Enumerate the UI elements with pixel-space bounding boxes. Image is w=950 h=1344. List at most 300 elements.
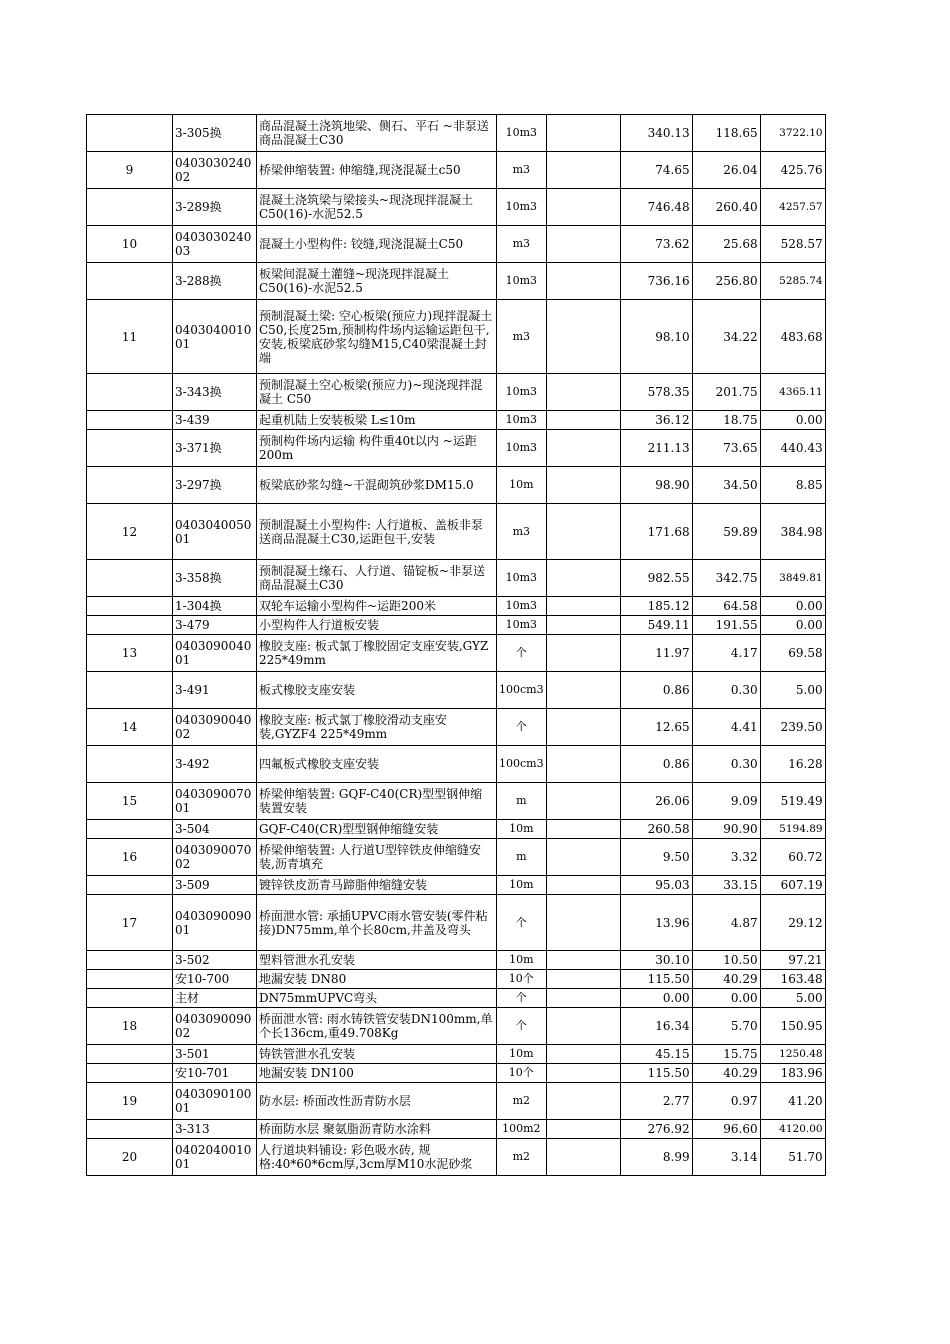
labor-cost bbox=[692, 1083, 760, 1120]
unit-price bbox=[620, 616, 692, 635]
unit-price bbox=[620, 635, 692, 672]
total-amount-text: 163.48 bbox=[780, 972, 823, 986]
quantity-cell bbox=[546, 504, 620, 560]
row-number bbox=[87, 635, 173, 672]
quantity-cell bbox=[546, 560, 620, 597]
total-amount bbox=[760, 504, 825, 560]
quantity-cell bbox=[546, 635, 620, 672]
table-row bbox=[87, 746, 826, 783]
unit bbox=[497, 1045, 547, 1064]
unit-text: 100cm3 bbox=[499, 757, 544, 770]
unit-price bbox=[620, 876, 692, 895]
total-amount-text: 4365.11 bbox=[779, 386, 823, 398]
total-amount bbox=[760, 989, 825, 1008]
row-number bbox=[87, 152, 173, 189]
table-row bbox=[87, 616, 826, 635]
item-description-text: 板梁底砂浆勾缝~干混砌筑砂浆DM15.0 bbox=[259, 478, 474, 492]
item-code bbox=[173, 263, 257, 300]
unit-text: 10m3 bbox=[505, 200, 538, 213]
unit-text: 10m bbox=[509, 1047, 534, 1060]
item-code bbox=[173, 970, 257, 989]
total-amount bbox=[760, 895, 825, 951]
item-description bbox=[257, 504, 497, 560]
total-amount bbox=[760, 597, 825, 616]
quantity-cell bbox=[546, 467, 620, 504]
item-code-text: 040309009002 bbox=[175, 1012, 252, 1040]
labor-cost-text: 0.97 bbox=[730, 1094, 758, 1108]
unit bbox=[497, 746, 547, 783]
total-amount-text: 69.58 bbox=[788, 646, 823, 660]
total-amount bbox=[760, 411, 825, 430]
item-description bbox=[257, 616, 497, 635]
table-row bbox=[87, 1008, 826, 1045]
unit-price bbox=[620, 989, 692, 1008]
unit bbox=[497, 152, 547, 189]
row-number bbox=[87, 616, 173, 635]
total-amount-text: 5285.74 bbox=[779, 275, 823, 287]
unit-text: 10m bbox=[509, 953, 534, 966]
total-amount-text: 60.72 bbox=[788, 850, 823, 864]
labor-cost-text: 5.70 bbox=[730, 1019, 758, 1033]
unit-text: 10m3 bbox=[505, 441, 538, 454]
unit bbox=[497, 672, 547, 709]
unit bbox=[497, 467, 547, 504]
unit bbox=[497, 430, 547, 467]
unit bbox=[497, 970, 547, 989]
quantity-cell bbox=[546, 1120, 620, 1139]
unit-text: 10m3 bbox=[505, 571, 538, 584]
unit-price-text: 115.50 bbox=[647, 972, 690, 986]
total-amount-text: 528.57 bbox=[780, 237, 823, 251]
item-description bbox=[257, 951, 497, 970]
row-number-text: 14 bbox=[121, 720, 138, 734]
item-code bbox=[173, 876, 257, 895]
quantity-cell bbox=[546, 300, 620, 374]
item-code-text: 3-371换 bbox=[175, 441, 222, 455]
item-description-text: 板梁间混凝土灌缝~现浇现拌混凝土C50(16)-水泥52.5 bbox=[259, 267, 450, 295]
item-code bbox=[173, 616, 257, 635]
unit-price bbox=[620, 300, 692, 374]
labor-cost-text: 4.41 bbox=[730, 720, 758, 734]
item-description bbox=[257, 746, 497, 783]
item-code-text: 安10-700 bbox=[175, 972, 230, 986]
labor-cost bbox=[692, 839, 760, 876]
item-code-text: 3-297换 bbox=[175, 478, 222, 492]
unit-text: m3 bbox=[512, 163, 531, 176]
total-amount bbox=[760, 115, 825, 152]
row-number bbox=[87, 1008, 173, 1045]
item-description bbox=[257, 430, 497, 467]
total-amount-text: 0.00 bbox=[795, 413, 823, 427]
item-description-text: 四氟板式橡胶支座安装 bbox=[259, 757, 380, 771]
unit bbox=[497, 709, 547, 746]
item-description-text: 橡胶支座: 板式氯丁橡胶滑动支座安装,GYZF4 225*49mm bbox=[259, 713, 447, 741]
row-number bbox=[87, 672, 173, 709]
row-number bbox=[87, 746, 173, 783]
unit-price-text: 982.55 bbox=[647, 571, 690, 585]
labor-cost-text: 34.50 bbox=[723, 478, 758, 492]
table-row bbox=[87, 1120, 826, 1139]
labor-cost bbox=[692, 970, 760, 989]
table-row bbox=[87, 989, 826, 1008]
unit-price-text: 2.77 bbox=[662, 1094, 690, 1108]
labor-cost bbox=[692, 189, 760, 226]
item-code-text: 3-343换 bbox=[175, 385, 222, 399]
item-description bbox=[257, 635, 497, 672]
row-number bbox=[87, 970, 173, 989]
unit-text: m3 bbox=[512, 329, 531, 343]
item-description bbox=[257, 839, 497, 876]
item-code-text: 安10-701 bbox=[175, 1066, 230, 1080]
unit-price bbox=[620, 1045, 692, 1064]
table-row bbox=[87, 597, 826, 616]
total-amount-text: 3722.10 bbox=[779, 127, 823, 139]
row-number bbox=[87, 263, 173, 300]
labor-cost bbox=[692, 226, 760, 263]
total-amount-text: 519.49 bbox=[780, 794, 823, 808]
labor-cost-text: 96.60 bbox=[723, 1122, 758, 1136]
unit bbox=[497, 1139, 547, 1176]
total-amount bbox=[760, 1045, 825, 1064]
item-code bbox=[173, 820, 257, 839]
unit-price bbox=[620, 895, 692, 951]
total-amount bbox=[760, 970, 825, 989]
total-amount bbox=[760, 374, 825, 411]
item-description bbox=[257, 672, 497, 709]
item-description-text: 橡胶支座: 板式氯丁橡胶固定支座安装,GYZ 225*49mm bbox=[259, 639, 489, 667]
quantity-cell bbox=[546, 672, 620, 709]
unit-price bbox=[620, 189, 692, 226]
labor-cost-text: 40.29 bbox=[723, 1066, 758, 1080]
table-row bbox=[87, 876, 826, 895]
labor-cost-text: 0.00 bbox=[730, 991, 758, 1005]
row-number bbox=[87, 560, 173, 597]
total-amount bbox=[760, 300, 825, 374]
unit-price bbox=[620, 1083, 692, 1120]
labor-cost-text: 40.29 bbox=[723, 972, 758, 986]
unit bbox=[497, 597, 547, 616]
item-description-text: 预制混凝土梁: 空心板梁(预应力)现拌混凝土C50,长度25m,预制构件场内运输运距包干,安装,板梁底砂浆勾缝M15,C40梁混凝土封端 bbox=[259, 308, 493, 365]
unit-price-text: 171.68 bbox=[647, 524, 690, 539]
unit-text: 10个 bbox=[508, 972, 534, 985]
item-code-text: 3-504 bbox=[175, 822, 210, 836]
unit bbox=[497, 895, 547, 951]
item-description-text: 铸铁管泄水孔安装 bbox=[259, 1047, 356, 1061]
item-description-text: 桥面泄水管: 雨水铸铁管安装DN100mm,单个长136cm,重49.708Kg bbox=[259, 1012, 493, 1040]
labor-cost bbox=[692, 560, 760, 597]
unit-text: m bbox=[516, 850, 527, 863]
quantity-cell bbox=[546, 152, 620, 189]
row-number bbox=[87, 820, 173, 839]
item-description bbox=[257, 989, 497, 1008]
item-code-text: 3-313 bbox=[175, 1122, 210, 1136]
item-code-text: 040204001001 bbox=[175, 1143, 252, 1171]
item-description-text: 预制混凝土空心板梁(预应力)~现浇现拌混凝土 C50 bbox=[259, 378, 483, 406]
unit-price-text: 0.86 bbox=[662, 757, 690, 771]
row-number bbox=[87, 989, 173, 1008]
labor-cost bbox=[692, 820, 760, 839]
total-amount-text: 29.12 bbox=[788, 915, 823, 930]
unit-text: m bbox=[516, 794, 527, 807]
row-number-text: 16 bbox=[121, 850, 138, 864]
item-code-text: 1-304换 bbox=[175, 599, 222, 613]
unit-text: m2 bbox=[512, 1150, 531, 1163]
labor-cost bbox=[692, 300, 760, 374]
table-row bbox=[87, 560, 826, 597]
total-amount-text: 483.68 bbox=[780, 329, 823, 344]
item-code bbox=[173, 635, 257, 672]
item-description bbox=[257, 1008, 497, 1045]
unit-price-text: 98.10 bbox=[655, 329, 690, 344]
quantity-cell bbox=[546, 189, 620, 226]
row-number bbox=[87, 783, 173, 820]
total-amount-text: 425.76 bbox=[780, 163, 823, 177]
item-code-text: 3-289换 bbox=[175, 200, 222, 214]
total-amount bbox=[760, 746, 825, 783]
unit-text: 个 bbox=[515, 646, 527, 659]
table-row bbox=[87, 411, 826, 430]
unit-price bbox=[620, 430, 692, 467]
quantity-cell bbox=[546, 616, 620, 635]
quantity-cell bbox=[546, 1139, 620, 1176]
unit-price-text: 9.50 bbox=[662, 850, 690, 864]
row-number bbox=[87, 411, 173, 430]
row-number bbox=[87, 189, 173, 226]
item-description bbox=[257, 300, 497, 374]
table-row bbox=[87, 152, 826, 189]
total-amount bbox=[760, 951, 825, 970]
labor-cost-text: 9.09 bbox=[730, 794, 758, 808]
item-description bbox=[257, 467, 497, 504]
item-description-text: 桥面泄水管: 承插UPVC雨水管安装(零件粘接)DN75mm,单个长80cm,井盖及弯头 bbox=[259, 908, 488, 937]
row-number bbox=[87, 895, 173, 951]
unit-price-text: 211.13 bbox=[647, 441, 690, 455]
total-amount bbox=[760, 616, 825, 635]
quantity-cell bbox=[546, 951, 620, 970]
unit-text: 个 bbox=[515, 1019, 527, 1032]
total-amount-text: 150.95 bbox=[780, 1019, 823, 1033]
total-amount bbox=[760, 672, 825, 709]
quantity-cell bbox=[546, 430, 620, 467]
item-code bbox=[173, 597, 257, 616]
total-amount-text: 5194.89 bbox=[779, 823, 823, 835]
item-description bbox=[257, 115, 497, 152]
unit-text: 10m3 bbox=[505, 126, 538, 139]
item-description bbox=[257, 1120, 497, 1139]
labor-cost bbox=[692, 635, 760, 672]
labor-cost bbox=[692, 1120, 760, 1139]
labor-cost bbox=[692, 374, 760, 411]
labor-cost bbox=[692, 672, 760, 709]
row-number bbox=[87, 430, 173, 467]
item-code-text: 3-491 bbox=[175, 683, 210, 697]
unit-price-text: 74.65 bbox=[655, 163, 690, 177]
row-number bbox=[87, 226, 173, 263]
row-number bbox=[87, 876, 173, 895]
total-amount bbox=[760, 839, 825, 876]
labor-cost bbox=[692, 504, 760, 560]
labor-cost bbox=[692, 115, 760, 152]
labor-cost-text: 10.50 bbox=[723, 953, 758, 967]
row-number-text: 12 bbox=[121, 524, 138, 539]
unit bbox=[497, 115, 547, 152]
item-code bbox=[173, 746, 257, 783]
table-row bbox=[87, 467, 826, 504]
total-amount bbox=[760, 1083, 825, 1120]
unit-text: 10m bbox=[509, 878, 534, 891]
unit bbox=[497, 374, 547, 411]
item-code bbox=[173, 189, 257, 226]
row-number bbox=[87, 1045, 173, 1064]
item-description-text: GQF-C40(CR)型型钢伸缩缝安装 bbox=[259, 822, 439, 836]
labor-cost bbox=[692, 876, 760, 895]
item-description-text: 塑料管泄水孔安装 bbox=[259, 953, 356, 967]
unit-text: 10m bbox=[509, 478, 534, 491]
item-description-text: 小型构件人行道板安装 bbox=[259, 618, 380, 632]
table-row bbox=[87, 263, 826, 300]
item-code bbox=[173, 560, 257, 597]
labor-cost bbox=[692, 411, 760, 430]
table-row bbox=[87, 951, 826, 970]
labor-cost bbox=[692, 783, 760, 820]
item-code-text: 040309004001 bbox=[175, 639, 252, 667]
total-amount bbox=[760, 189, 825, 226]
item-code bbox=[173, 467, 257, 504]
unit bbox=[497, 876, 547, 895]
item-code bbox=[173, 430, 257, 467]
total-amount-text: 4120.00 bbox=[779, 1123, 823, 1135]
item-description bbox=[257, 876, 497, 895]
item-description bbox=[257, 1139, 497, 1176]
item-code-text: 040304001001 bbox=[175, 322, 252, 351]
total-amount-text: 3849.81 bbox=[779, 572, 823, 584]
labor-cost-text: 0.30 bbox=[730, 683, 758, 697]
quantity-cell bbox=[546, 970, 620, 989]
labor-cost-text: 34.22 bbox=[723, 329, 758, 344]
row-number-text: 20 bbox=[121, 1150, 138, 1164]
quantity-cell bbox=[546, 115, 620, 152]
item-code bbox=[173, 783, 257, 820]
unit-text: 10m3 bbox=[505, 274, 538, 287]
unit-price-text: 0.00 bbox=[662, 991, 690, 1005]
item-description-text: 双轮车运输小型构件~运距200米 bbox=[259, 599, 436, 613]
item-description-text: 地漏安装 DN100 bbox=[259, 1066, 354, 1080]
unit bbox=[497, 783, 547, 820]
unit bbox=[497, 989, 547, 1008]
item-code-text: 3-288换 bbox=[175, 274, 222, 288]
labor-cost bbox=[692, 989, 760, 1008]
table-row bbox=[87, 1045, 826, 1064]
unit-price bbox=[620, 1139, 692, 1176]
table-row bbox=[87, 1083, 826, 1120]
unit-price-text: 0.86 bbox=[662, 683, 690, 697]
item-code bbox=[173, 709, 257, 746]
table-row bbox=[87, 300, 826, 374]
row-number-text: 11 bbox=[121, 329, 138, 344]
unit-text: 10m3 bbox=[505, 413, 538, 426]
unit-price-text: 30.10 bbox=[655, 953, 690, 967]
table-row bbox=[87, 1139, 826, 1176]
unit bbox=[497, 226, 547, 263]
unit-price bbox=[620, 783, 692, 820]
item-description-text: 混凝土小型构件: 铰缝,现浇混凝土C50 bbox=[259, 237, 464, 251]
row-number bbox=[87, 1139, 173, 1176]
quantity-cell bbox=[546, 411, 620, 430]
unit-text: 10m3 bbox=[505, 385, 538, 398]
unit-price bbox=[620, 560, 692, 597]
item-code bbox=[173, 115, 257, 152]
item-code bbox=[173, 951, 257, 970]
unit-price-text: 8.99 bbox=[662, 1150, 690, 1164]
total-amount bbox=[760, 263, 825, 300]
unit-price bbox=[620, 374, 692, 411]
unit-text: 10个 bbox=[508, 1066, 534, 1079]
item-description-text: 混凝土浇筑梁与梁接头~现浇现拌混凝土 C50(16)-水泥52.5 bbox=[259, 193, 474, 221]
unit bbox=[497, 189, 547, 226]
table-row bbox=[87, 709, 826, 746]
unit bbox=[497, 1064, 547, 1083]
labor-cost-text: 59.89 bbox=[723, 524, 758, 539]
row-number bbox=[87, 504, 173, 560]
unit-price bbox=[620, 1064, 692, 1083]
unit-price-text: 549.11 bbox=[647, 618, 690, 632]
total-amount bbox=[760, 876, 825, 895]
quantity-cell bbox=[546, 1064, 620, 1083]
labor-cost bbox=[692, 709, 760, 746]
item-description-text: 地漏安装 DN80 bbox=[259, 972, 347, 986]
unit-text: 10m3 bbox=[505, 599, 538, 612]
item-description bbox=[257, 820, 497, 839]
row-number-text: 15 bbox=[121, 794, 138, 808]
item-code bbox=[173, 226, 257, 263]
quantity-cell bbox=[546, 989, 620, 1008]
total-amount-text: 4257.57 bbox=[779, 201, 823, 213]
unit-text: 100cm3 bbox=[499, 683, 544, 696]
total-amount bbox=[760, 430, 825, 467]
unit-price bbox=[620, 951, 692, 970]
labor-cost-text: 4.17 bbox=[730, 646, 758, 660]
unit-price bbox=[620, 1008, 692, 1045]
unit bbox=[497, 820, 547, 839]
unit-price bbox=[620, 115, 692, 152]
table-row bbox=[87, 970, 826, 989]
row-number-text: 9 bbox=[125, 163, 134, 177]
item-code bbox=[173, 374, 257, 411]
row-number bbox=[87, 1120, 173, 1139]
labor-cost-text: 342.75 bbox=[715, 571, 758, 585]
quantity-cell bbox=[546, 876, 620, 895]
labor-cost-text: 260.40 bbox=[715, 200, 758, 214]
item-code bbox=[173, 1083, 257, 1120]
table-row bbox=[87, 115, 826, 152]
item-code-text: 3-501 bbox=[175, 1047, 210, 1061]
item-code bbox=[173, 1008, 257, 1045]
item-code bbox=[173, 411, 257, 430]
total-amount-text: 51.70 bbox=[788, 1150, 823, 1164]
table-row bbox=[87, 783, 826, 820]
quantity-cell bbox=[546, 839, 620, 876]
table-row bbox=[87, 839, 826, 876]
item-description-text: DN75mmUPVC弯头 bbox=[259, 991, 378, 1005]
item-description bbox=[257, 560, 497, 597]
item-code-text: 040309007001 bbox=[175, 787, 252, 815]
unit-text: 100m2 bbox=[502, 1122, 541, 1135]
total-amount-text: 5.00 bbox=[795, 991, 823, 1005]
total-amount bbox=[760, 1120, 825, 1139]
unit-price bbox=[620, 411, 692, 430]
unit-price-text: 26.06 bbox=[655, 794, 690, 808]
item-description-text: 桥梁伸缩装置: 人行道U型锌铁皮伸缩缝安装,沥青填充 bbox=[259, 843, 481, 871]
